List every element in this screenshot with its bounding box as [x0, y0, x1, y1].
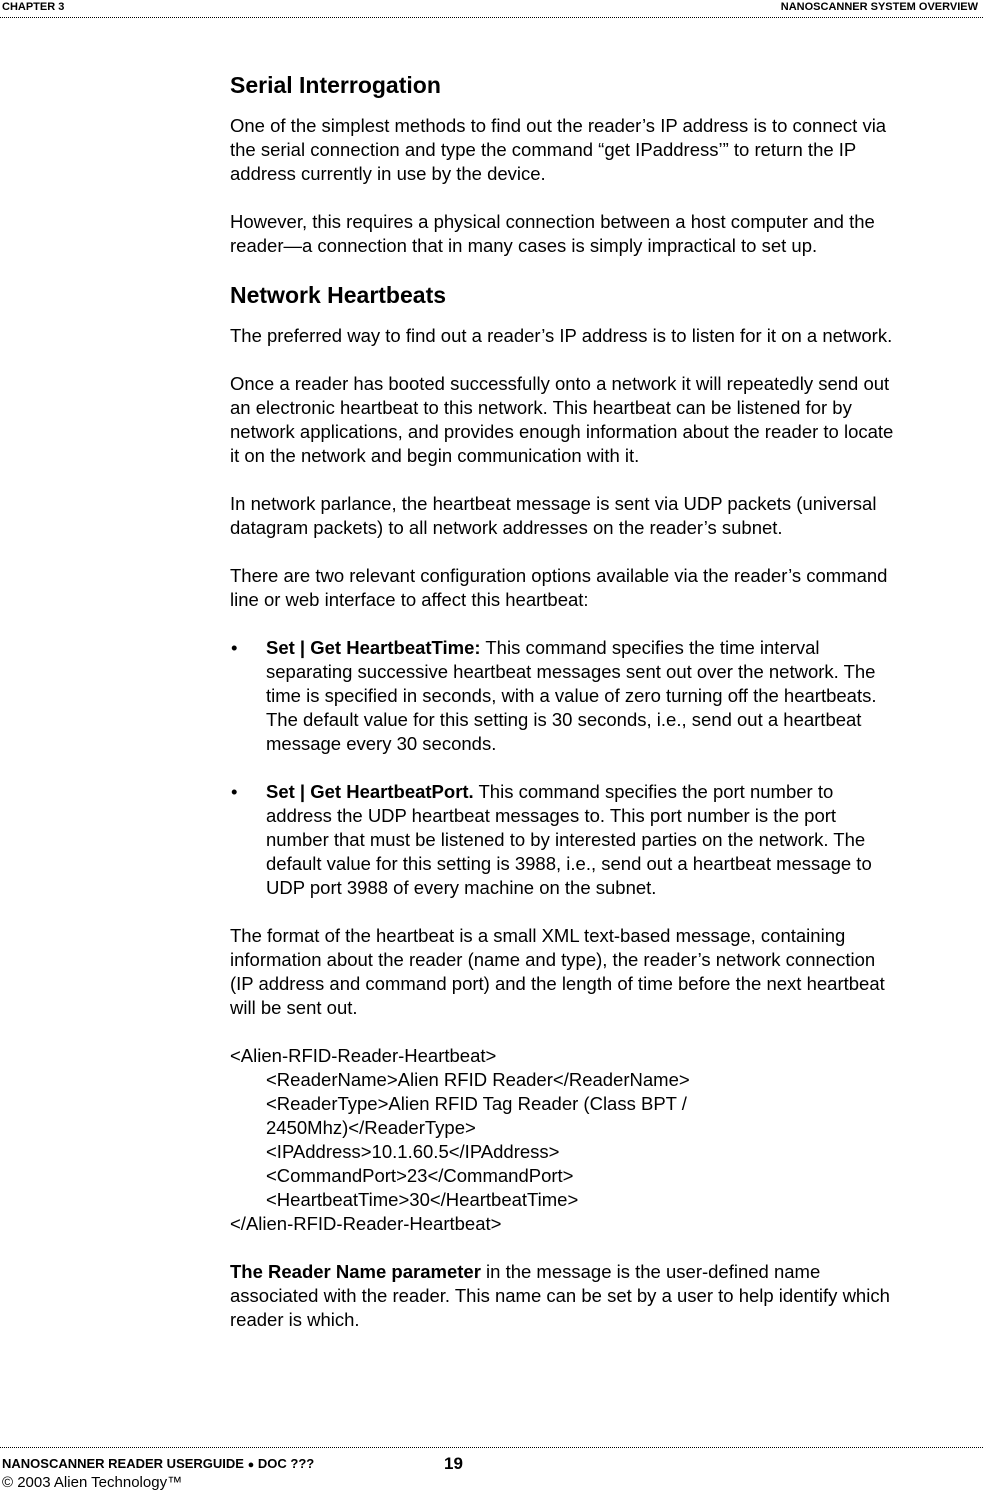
bullet-dot: • — [231, 781, 238, 802]
xml-open-tag: <Alien-RFID-Reader-Heartbeat> — [230, 1045, 497, 1066]
footer-separator: ● — [247, 1459, 255, 1471]
xml-line: <CommandPort>23</CommandPort> — [266, 1165, 574, 1186]
footer-guide-title: NANOSCANNER READER USERGUIDE ● DOC ??? — [2, 1456, 315, 1471]
paragraph: In network parlance, the heartbeat message is sent via UDP packets (universal datagram packets) to all network addresses on the reader’s subnet. — [230, 493, 877, 538]
command-name: Set | Get HeartbeatTime: — [266, 637, 481, 658]
heading-network-heartbeats: Network Heartbeats — [230, 282, 447, 308]
xml-close-tag: </Alien-RFID-Reader-Heartbeat> — [230, 1213, 502, 1234]
xml-example — [230, 1044, 980, 1236]
paragraph: The format of the heartbeat is a small XML text-based message, containing information about the reader (name and type), the reader’s network connection (IP address and command port) and the length of time before the next heartbeat will be sent out. — [230, 925, 885, 1018]
footer-rule — [0, 1447, 983, 1448]
chapter-label: CHAPTER 3 — [2, 1, 65, 13]
heading-serial-interrogation: Serial Interrogation — [230, 72, 441, 98]
xml-line: <HeartbeatTime>30</HeartbeatTime> — [266, 1189, 579, 1210]
header-rule — [0, 17, 983, 18]
bullet-heartbeat-time: • Set | Get HeartbeatTime: This command specifies the time interval separating successive heartbeat messages sent out over the network. The time is specified in seconds, with a value of zero turning off the heartbeats. The default value for this setting is 30 seconds, i.e., send out a heartbeat message every 30 seconds. — [231, 637, 877, 754]
paragraph: One of the simplest methods to find out the reader’s IP address is to connect via the serial connection and type the command “get IPaddress’” to return the IP address currently in use by the device. — [230, 115, 887, 184]
section-label: NANOSCANNER SYSTEM OVERVIEW — [780, 1, 978, 13]
paragraph: Once a reader has booted successfully onto a network it will repeatedly send out an electronic heartbeat to this network. This heartbeat can be listened for by network applications, and provides enough information about the reader to locate it on the network and begin communication with it. — [230, 373, 894, 466]
paragraph: The Reader Name parameter in the message is the user-defined name associated with the reader. This name can be set by a user to help identify which reader is which. — [230, 1261, 890, 1330]
xml-line: 2450Mhz)</ReaderType> — [266, 1117, 476, 1138]
paragraph: The preferred way to find out a reader’s IP address is to listen for it on a network. — [230, 325, 893, 346]
page-number: 19 — [444, 1454, 463, 1473]
paragraph: There are two relevant configuration options available via the reader’s command line or web interface to affect this heartbeat: — [230, 565, 888, 610]
paragraph: However, this requires a physical connection between a host computer and the reader—a connection that in many cases is simply impractical to set up. — [230, 211, 875, 256]
bullet-dot: • — [231, 637, 238, 658]
command-name: Set | Get HeartbeatPort. — [266, 781, 474, 802]
xml-line: <ReaderType>Alien RFID Tag Reader (Class BPT / — [266, 1093, 687, 1114]
page-header — [0, 0, 983, 16]
bullet-heartbeat-port: • Set | Get HeartbeatPort. This command specifies the port number to address the UDP heartbeat messages to. This port number is the port number that must be listened to by interested parties on the network. The default value for this setting is 3988, i.e., send out a heartbeat message to UDP port 3988 of every machine on the subnet. — [231, 781, 872, 898]
page-body — [230, 70, 980, 1332]
xml-line: <IPAddress>10.1.60.5</IPAddress> — [266, 1141, 560, 1162]
copyright: © 2003 Alien Technology™ — [2, 1474, 183, 1491]
xml-line: <ReaderName>Alien RFID Reader</ReaderName> — [266, 1069, 690, 1090]
